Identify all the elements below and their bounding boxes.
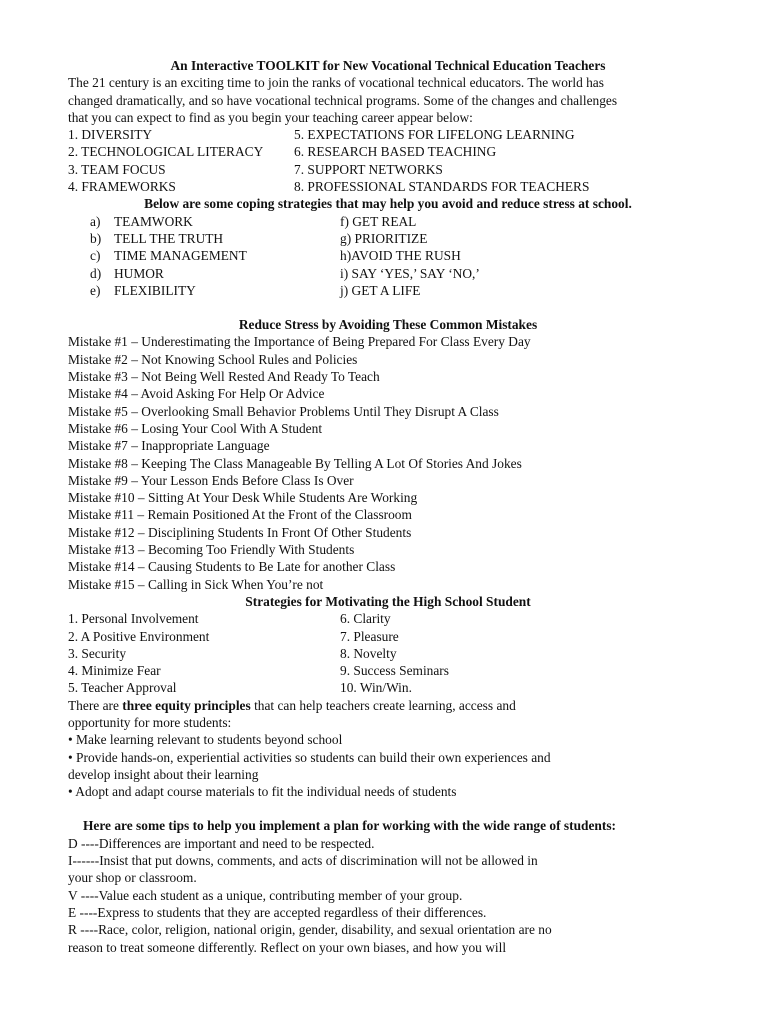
motivating-item: 1. Personal Involvement	[68, 611, 199, 627]
motivating-item: 5. Teacher Approval	[68, 680, 177, 696]
challenge-item: 1. DIVERSITY	[68, 127, 153, 143]
challenge-item: 6. RESEARCH BASED TEACHING	[294, 144, 497, 160]
tip-item: V ----Value each student as a unique, contributing member of your group.	[68, 887, 463, 903]
tip-item: I------Insist that put downs, comments, and acts of discrimination will not be allowed in	[68, 853, 538, 869]
mistake-item: Mistake #12 – Disciplining Students In Front Of Other Students	[68, 524, 412, 540]
coping-right	[340, 213, 708, 299]
equity-suffix: that can help teachers create learning, access and	[250, 697, 516, 713]
spacer	[68, 299, 708, 316]
challenge-item: 7. SUPPORT NETWORKS	[294, 161, 443, 177]
tips-list	[68, 835, 708, 956]
intro-paragraph	[68, 74, 708, 126]
tip-item: reason to treat someone differently. Reflect on your own biases, and how you will	[68, 939, 507, 955]
document-body	[68, 57, 708, 956]
tip-item: E ----Express to students that they are accepted regardless of their differences.	[68, 904, 487, 920]
motivating-left	[68, 610, 340, 696]
motivating-item: 7. Pleasure	[340, 628, 399, 644]
equity-bullet: • Adopt and adapt course materials to fit the individual needs of students	[68, 784, 457, 800]
motivating-heading: Strategies for Motivating the High School Student	[245, 593, 531, 609]
coping-strategies-list	[68, 213, 708, 299]
coping-item-label: d)	[90, 265, 102, 281]
motivating-right	[340, 610, 708, 696]
coping-item: g) PRIORITIZE	[340, 230, 428, 246]
document-title: An Interactive TOOLKIT for New Vocational Technical Education Teachers	[170, 58, 606, 73]
coping-left	[90, 213, 340, 299]
mistakes-heading: Reduce Stress by Avoiding These Common Mistakes	[238, 317, 538, 333]
coping-item	[90, 282, 340, 299]
coping-heading: Below are some coping strategies that may help you avoid and reduce stress at school.	[144, 196, 632, 212]
coping-item: f) GET REAL	[340, 213, 417, 229]
coping-item-label: e)	[90, 282, 101, 298]
intro-line: changed dramatically, and so have vocational technical programs. Some of the changes and challenges	[68, 92, 618, 108]
intro-line: that you can expect to find as you begin your teaching career appear below:	[68, 109, 473, 125]
challenges-right	[294, 126, 708, 195]
coping-item: j) GET A LIFE	[340, 282, 421, 298]
mistake-item: Mistake #6 – Losing Your Cool With A Student	[68, 420, 323, 436]
mistake-item: Mistake #9 – Your Lesson Ends Before Class Is Over	[68, 472, 354, 488]
coping-item-label: c)	[90, 248, 101, 264]
mistake-item: Mistake #10 – Sitting At Your Desk While Students Are Working	[68, 490, 418, 506]
mistake-item: Mistake #3 – Not Being Well Rested And Ready To Teach	[68, 369, 380, 385]
challenges-list	[68, 126, 708, 195]
tip-item: D ----Differences are important and need to be respected.	[68, 835, 375, 851]
coping-item-text: TELL THE TRUTH	[114, 230, 224, 246]
coping-item	[90, 247, 340, 264]
challenge-item: 3. TEAM FOCUS	[68, 161, 166, 177]
motivating-list	[68, 610, 708, 696]
motivating-item: 4. Minimize Fear	[68, 663, 161, 679]
motivating-item: 2. A Positive Environment	[68, 628, 210, 644]
challenge-item: 5. EXPECTATIONS FOR LIFELONG LEARNING	[294, 127, 575, 143]
intro-line: The 21 century is an exciting time to join the ranks of vocational technical educators. The world has	[68, 75, 604, 91]
motivating-item: 9. Success Seminars	[340, 663, 449, 679]
tip-item: R ----Race, color, religion, national origin, gender, disability, and sexual orientation are no	[68, 922, 552, 938]
equity-prefix: There are	[68, 697, 123, 713]
mistake-item: Mistake #2 – Not Knowing School Rules and Policies	[68, 351, 358, 367]
coping-item	[90, 230, 340, 247]
equity-intro-line	[68, 697, 708, 714]
mistake-item: Mistake #7 – Inappropriate Language	[68, 438, 270, 454]
challenge-item: 2. TECHNOLOGICAL LITERACY	[68, 144, 264, 160]
coping-item-text: HUMOR	[114, 265, 164, 281]
challenges-left	[68, 126, 294, 195]
coping-item-text: TIME MANAGEMENT	[114, 248, 247, 264]
mistake-item: Mistake #8 – Keeping The Class Manageable By Telling A Lot Of Stories And Jokes	[68, 455, 522, 471]
mistake-item: Mistake #1 – Underestimating the Importance of Being Prepared For Class Every Day	[68, 334, 531, 350]
spacer	[68, 800, 708, 817]
coping-item-text: TEAMWORK	[114, 213, 193, 229]
mistakes-list	[68, 333, 708, 592]
mistake-item: Mistake #14 – Causing Students to Be Late for another Class	[68, 559, 396, 575]
coping-item: h)AVOID THE RUSH	[340, 248, 461, 264]
coping-item-label: a)	[90, 213, 101, 229]
motivating-item: 6. Clarity	[340, 611, 391, 627]
equity-intro-line: opportunity for more students:	[68, 714, 232, 730]
equity-bullet: develop insight about their learning	[68, 766, 259, 782]
coping-item: i) SAY ‘YES,’ SAY ‘NO,’	[340, 265, 480, 281]
mistake-item: Mistake #5 – Overlooking Small Behavior Problems Until They Disrupt A Class	[68, 403, 499, 419]
motivating-item: 3. Security	[68, 645, 127, 661]
equity-paragraph	[68, 697, 708, 801]
tip-item: your shop or classroom.	[68, 870, 197, 886]
challenge-item: 4. FRAMEWORKS	[68, 179, 176, 195]
mistake-item: Mistake #4 – Avoid Asking For Help Or Advice	[68, 386, 325, 402]
tips-heading: Here are some tips to help you implement a plan for working with the wide range of students:	[83, 818, 617, 834]
motivating-item: 8. Novelty	[340, 645, 397, 661]
coping-item	[90, 265, 340, 282]
coping-item	[90, 213, 340, 230]
mistake-item: Mistake #11 – Remain Positioned At the Front of the Classroom	[68, 507, 412, 523]
equity-bold-phrase: three equity principles	[122, 697, 251, 713]
equity-bullet: • Provide hands-on, experiential activities so students can build their own experiences and	[68, 749, 551, 765]
mistake-item: Mistake #15 – Calling in Sick When You’re not	[68, 576, 324, 592]
coping-item-label: b)	[90, 230, 102, 246]
coping-item-text: FLEXIBILITY	[114, 282, 196, 298]
challenge-item: 8. PROFESSIONAL STANDARDS FOR TEACHERS	[294, 179, 590, 195]
equity-bullet: • Make learning relevant to students beyond school	[68, 732, 343, 748]
motivating-item: 10. Win/Win.	[340, 680, 412, 696]
mistake-item: Mistake #13 – Becoming Too Friendly With Students	[68, 542, 355, 558]
